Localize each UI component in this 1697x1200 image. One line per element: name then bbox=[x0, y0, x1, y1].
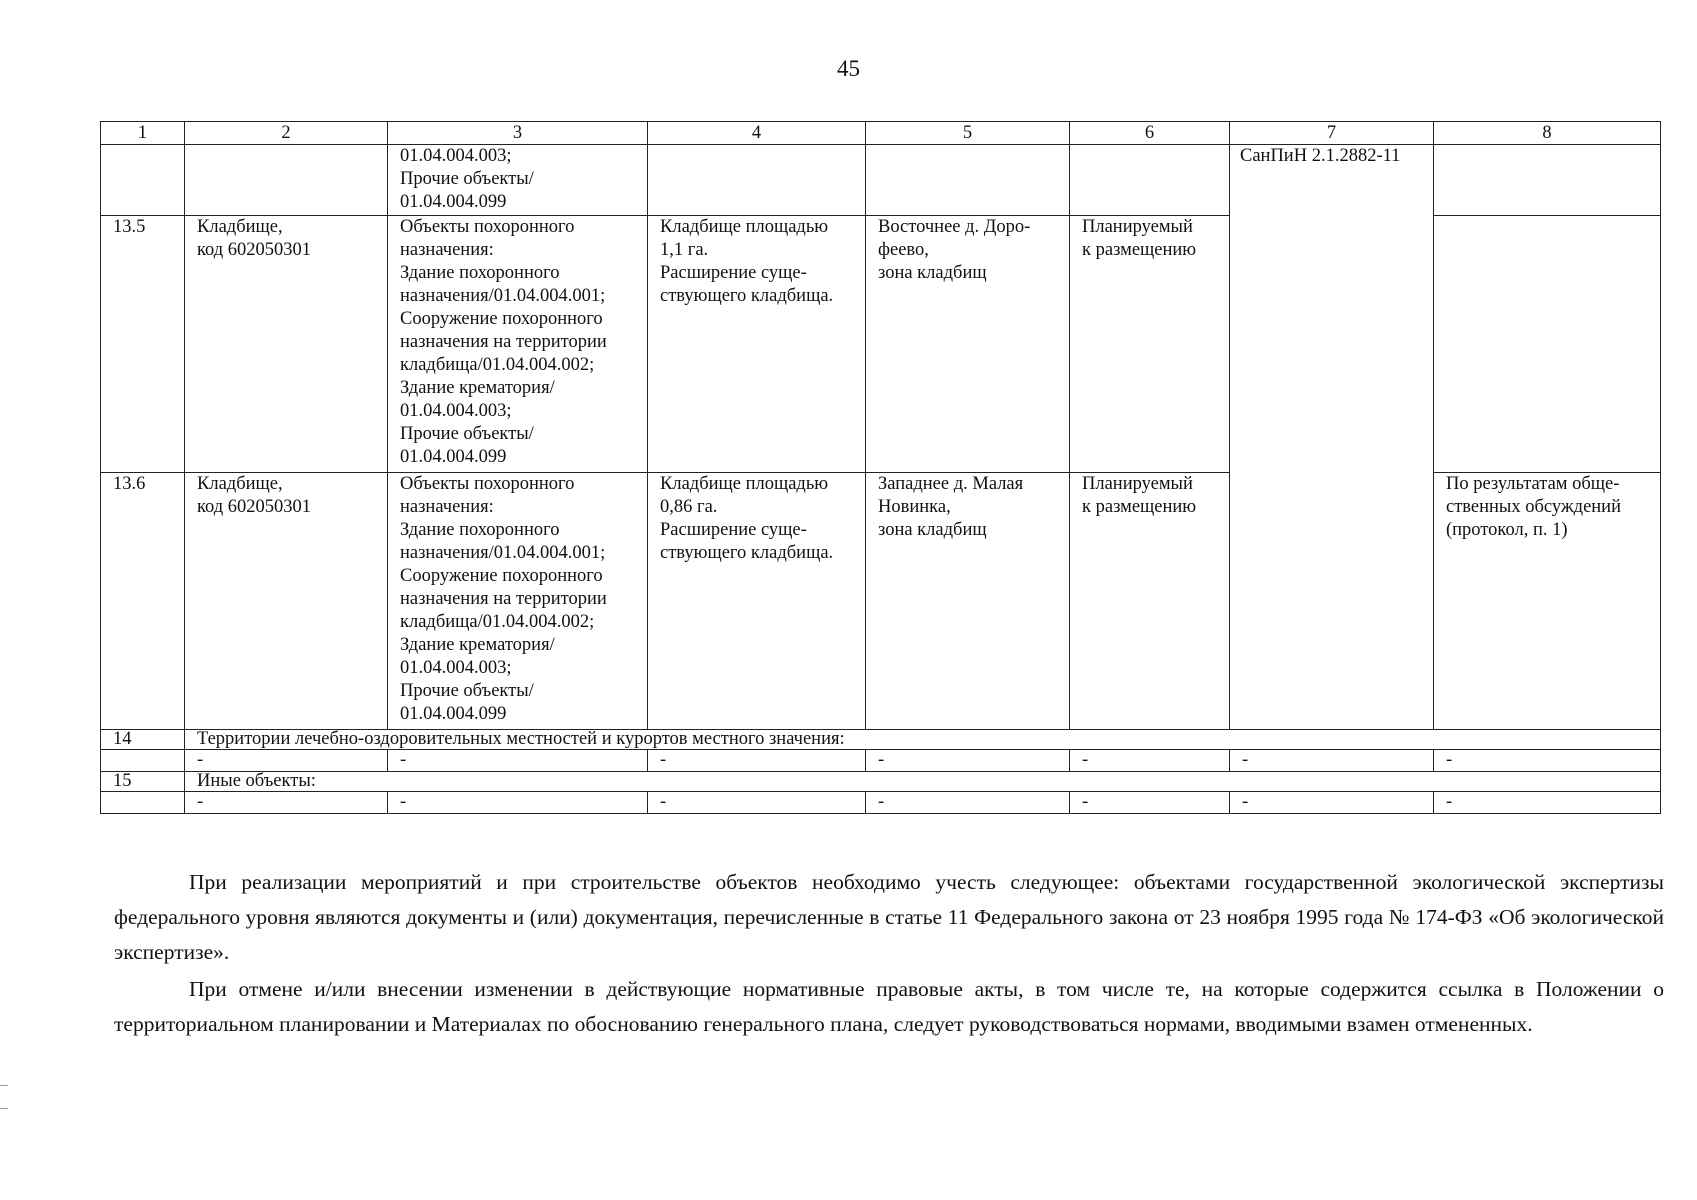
note-paragraph: При отмене и/или внесении изменении в действующие нормативные правовые акты, в том числе те, на которые содержится ссылка в Положении о территориальном планировании и Материалах по обоснованию генерального плана, следует руководствоваться нормами, вводимыми взамен отмененных. bbox=[114, 977, 1664, 1036]
dash-cell: - bbox=[185, 792, 388, 814]
dash-cell: - bbox=[648, 792, 866, 814]
dash-row bbox=[101, 792, 1661, 814]
header-cell: 7 bbox=[1230, 122, 1434, 145]
cell-sanpin: СанПиН 2.1.2882-11 bbox=[1230, 145, 1434, 730]
cell-num bbox=[101, 145, 185, 216]
cell-purpose: Объекты похоронного назначения: Здание похоронного назначения/01.04.004.001; Сооружение похоронного назначения на территории кладбища/01.04.004.002; Здание крематория/ 01.04.004.003; Прочие объекты/ 01.04.004.099 bbox=[388, 216, 648, 473]
dash-cell: - bbox=[1070, 750, 1230, 772]
cell-purpose: Объекты похоронного назначения: Здание похоронного назначения/01.04.004.001; Сооружение похоронного назначения на территории кладбища/01.04.004.002; Здание крематория/ 01.04.004.003; Прочие объекты/ 01.04.004.099 bbox=[388, 473, 648, 730]
cell-name: Кладбище, код 602050301 bbox=[185, 473, 388, 730]
section-row bbox=[101, 772, 1661, 792]
section-num: 15 bbox=[101, 772, 185, 792]
header-cell: 3 bbox=[388, 122, 648, 145]
header-cell: 6 bbox=[1070, 122, 1230, 145]
header-cell: 8 bbox=[1434, 122, 1661, 145]
cell-location bbox=[866, 145, 1070, 216]
header-cell: 2 bbox=[185, 122, 388, 145]
dash-cell: - bbox=[1230, 750, 1434, 772]
table-header-row bbox=[101, 122, 1661, 145]
dash-cell: - bbox=[866, 792, 1070, 814]
cell-name bbox=[185, 145, 388, 216]
page-number: 45 bbox=[837, 56, 860, 81]
cell-purpose: 01.04.004.003; Прочие объекты/ 01.04.004.099 bbox=[388, 145, 648, 216]
cell-status: Планируемый к размещению bbox=[1070, 216, 1230, 473]
dash-cell: - bbox=[388, 750, 648, 772]
header-cell: 4 bbox=[648, 122, 866, 145]
dash-cell: - bbox=[866, 750, 1070, 772]
cell-note bbox=[1434, 216, 1661, 473]
cell-location: Западнее д. Малая Новинка, зона кладбищ bbox=[866, 473, 1070, 730]
notes-block bbox=[114, 865, 1664, 1044]
cell-location: Восточнее д. Доро- феево, зона кладбищ bbox=[866, 216, 1070, 473]
header-cell: 1 bbox=[101, 122, 185, 145]
table-row-continuation bbox=[101, 145, 1661, 216]
section-title: Иные объекты: bbox=[185, 772, 1661, 792]
dash-cell: - bbox=[1434, 792, 1661, 814]
dash-cell: - bbox=[648, 750, 866, 772]
cell-characteristics bbox=[648, 145, 866, 216]
cell-num bbox=[101, 750, 185, 772]
cell-status bbox=[1070, 145, 1230, 216]
section-row bbox=[101, 730, 1661, 750]
cell-note bbox=[1434, 145, 1661, 216]
cell-characteristics: Кладбище площадью 0,86 га. Расширение суще- ствующего кладбища. bbox=[648, 473, 866, 730]
cell-name: Кладбище, код 602050301 bbox=[185, 216, 388, 473]
section-num: 14 bbox=[101, 730, 185, 750]
cell-characteristics: Кладбище площадью 1,1 га. Расширение суще- ствующего кладбища. bbox=[648, 216, 866, 473]
dash-cell: - bbox=[1230, 792, 1434, 814]
cell-status: Планируемый к размещению bbox=[1070, 473, 1230, 730]
cell-num: 13.5 bbox=[101, 216, 185, 473]
cell-num bbox=[101, 792, 185, 814]
objects-table bbox=[100, 121, 1661, 814]
dash-cell: - bbox=[388, 792, 648, 814]
dash-row bbox=[101, 750, 1661, 772]
cell-note: По результатам обще- ственных обсуждений (протокол, п. 1) bbox=[1434, 473, 1661, 730]
scan-margin-mark bbox=[0, 1085, 8, 1109]
dash-cell: - bbox=[1434, 750, 1661, 772]
cell-num: 13.6 bbox=[101, 473, 185, 730]
header-cell: 5 bbox=[866, 122, 1070, 145]
dash-cell: - bbox=[1070, 792, 1230, 814]
dash-cell: - bbox=[185, 750, 388, 772]
note-paragraph: При реализации мероприятий и при строительстве объектов необходимо учесть следующее: объектами государственной экологической экспертизы федерального уровня являются документы и (или) документация, перечисленные в статье 11 Федерального закона от 23 ноября 1995 года № 174-ФЗ «Об экологической экспертизе». bbox=[114, 870, 1664, 964]
section-title: Территории лечебно-оздоровительных местностей и курортов местного значения: bbox=[185, 730, 1661, 750]
